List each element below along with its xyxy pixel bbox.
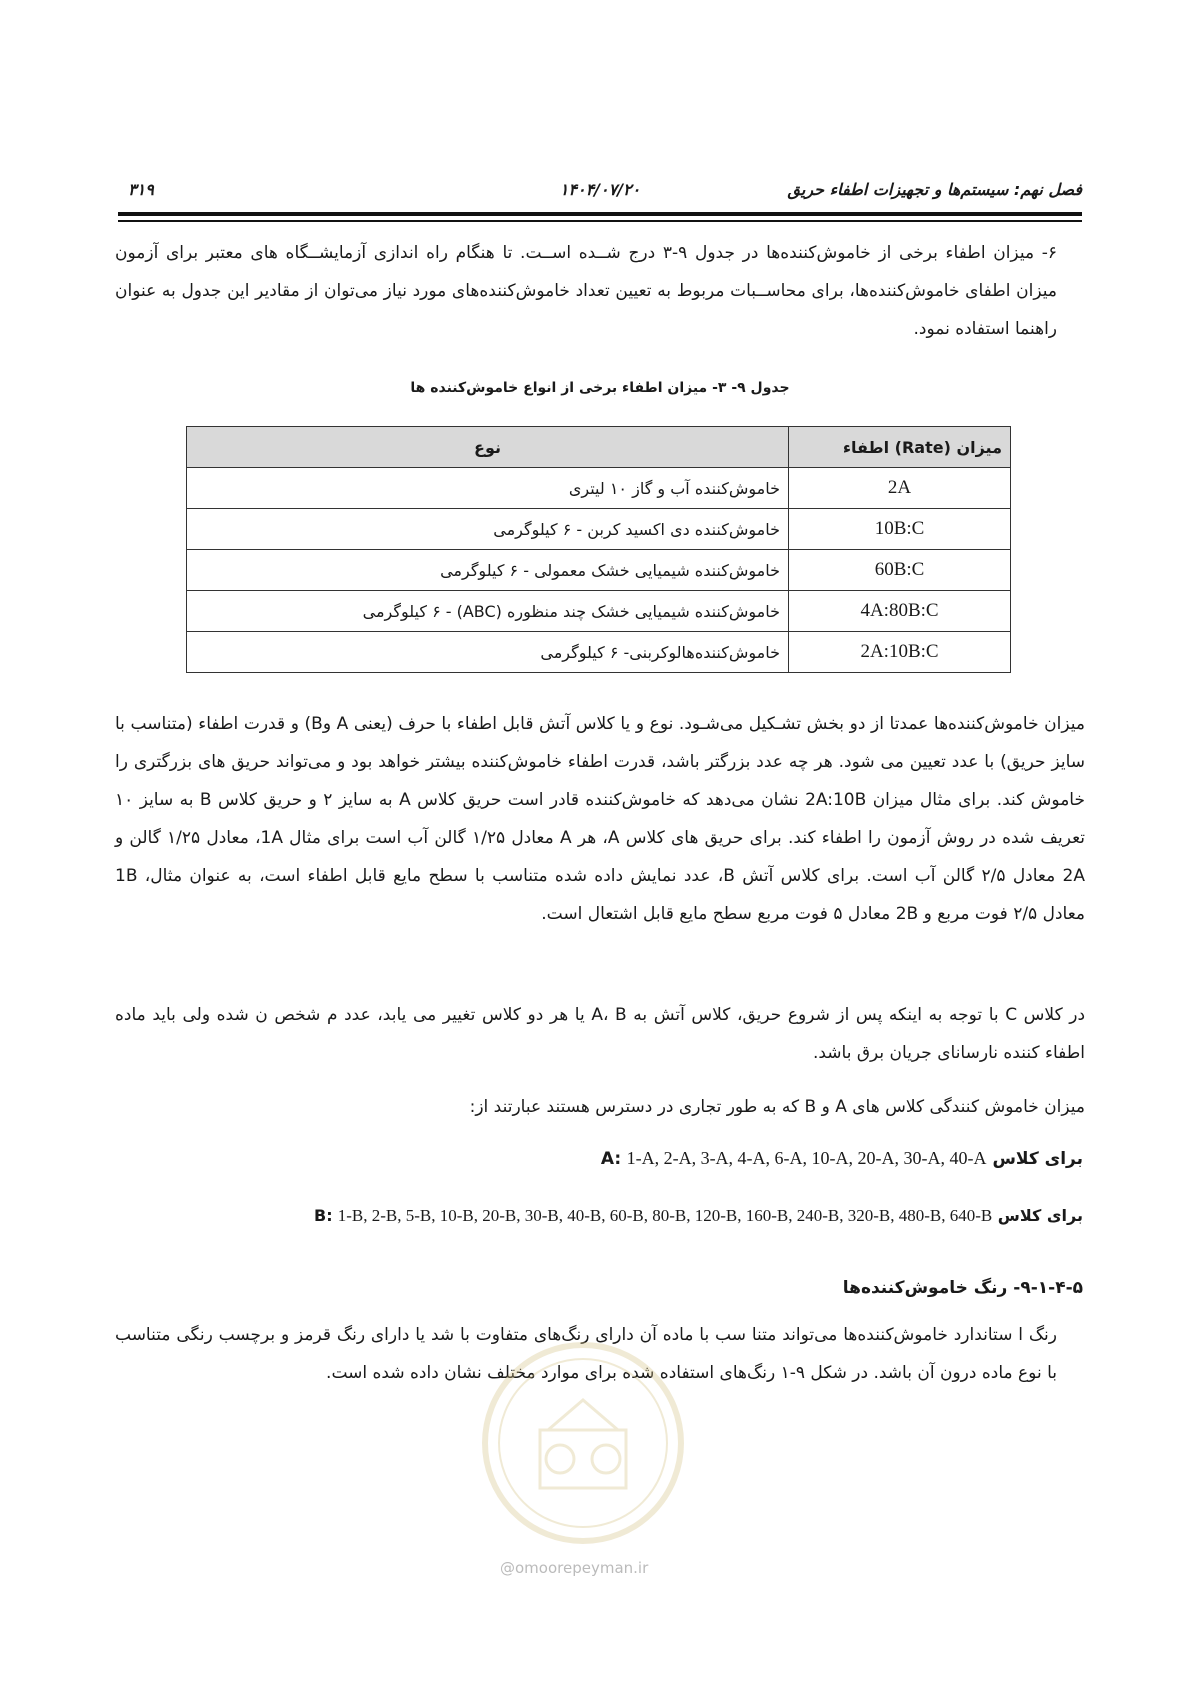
header-rule-thick xyxy=(118,212,1082,216)
available-ratings-paragraph: میزان خاموش کنندگی کلاس های A و B که به طور تجاری در دسترس هستند عبارتند از: xyxy=(469,1097,1085,1117)
class-b-line xyxy=(314,1206,1083,1226)
table-row xyxy=(187,509,1011,550)
type-cell: خاموش‌کننده آب و گاز ۱۰ لیتری xyxy=(187,468,789,509)
rate-cell: 2A xyxy=(789,468,1011,509)
section-title: ۹-۱-۴-۵- رنگ خاموش‌کننده‌ها xyxy=(842,1278,1083,1298)
header-type: نوع xyxy=(187,427,789,468)
page-header xyxy=(118,176,1082,206)
type-cell: خاموش‌کننده شیمیایی خشک معمولی - ۶ کیلوگرمی xyxy=(187,550,789,591)
watermark-text: @omoorepeyman.ir xyxy=(500,1559,649,1577)
class-a-label: برای کلاس A: xyxy=(600,1149,1083,1169)
intro-paragraph: ۶- میزان اطفاء برخی از خاموش‌کننده‌ها در جدول ۹-۳ درج شــده اســت. تا هنگام راه اندازی آزمایشــگاه های معتبر برای آزمون میزان اطفای خاموش‌کننده‌ها، برای محاســبات مربوط به تعیین تعداد خاموش‌کننده‌های مورد نیاز می‌توان از مقادیر این جدول به عنوان راهنما استفاده نمود. xyxy=(115,243,1057,339)
section-body: رنگ ا ستاندارد خاموش‌کننده‌ها می‌تواند متنا سب با ماده آن دارای رنگ‌های متفاوت با شد یا دارای رنگ قرمز و برچسب رنگی متناسب با نوع ماده درون آن باشد. در شکل ۹-۱ رنگ‌های استفاده شده برای موارد مختلف نشان داده شده است. xyxy=(115,1325,1057,1383)
chapter-title: فصل نهم: سیستم‌ها و تجهیزات اطفاء حریق xyxy=(787,180,1082,199)
rate-cell: 10B:C xyxy=(789,509,1011,550)
rate-cell: 2A:10B:C xyxy=(789,632,1011,673)
rate-cell: 4A:80B:C xyxy=(789,591,1011,632)
table-row xyxy=(187,632,1011,673)
header-date: ۱۴۰۴/۰۷/۲۰ xyxy=(559,180,641,199)
type-cell: خاموش‌کننده‌هالوکربنی- ۶ کیلوگرمی xyxy=(187,632,789,673)
table-row xyxy=(187,468,1011,509)
header-rate: میزان (Rate) اطفاء xyxy=(789,427,1011,468)
class-b-label: برای کلاس B: xyxy=(314,1206,1083,1225)
table-row xyxy=(187,550,1011,591)
class-b-values: 1-B, 2-B, 5-B, 10-B, 20-B, 30-B, 40-B, 60-B, 80-B, 120-B, 160-B, 240-B, 320-B, 480-B, 640-B xyxy=(337,1206,993,1225)
class-a-line xyxy=(601,1148,1083,1169)
header-rule-thin xyxy=(118,220,1082,222)
rate-cell: 60B:C xyxy=(789,550,1011,591)
seal-watermark-icon xyxy=(478,1338,688,1548)
table-caption: جدول ۹- ۳- میزان اطفاء برخی از انواع خاموش‌کننده ها xyxy=(410,380,790,396)
class-c-paragraph: در کلاس C با توجه به اینکه پس از شروع حریق، کلاس آتش به A، B یا هر دو کلاس تغییر می یابد، عدد م شخص ن شده ولی باید ماده اطفاء کننده نارسانای جریان برق باشد. xyxy=(115,1005,1086,1063)
type-cell: خاموش‌کننده دی اکسید کربن - ۶ کیلوگرمی xyxy=(187,509,789,550)
table-header-row xyxy=(187,427,1011,468)
rates-table xyxy=(186,426,1011,673)
type-cell: خاموش‌کننده شیمیایی خشک چند منظوره (ABC) - ۶ کیلوگرمی xyxy=(187,591,789,632)
class-a-values: 1-A, 2-A, 3-A, 4-A, 6-A, 10-A, 20-A, 30-A, 40-A xyxy=(626,1148,987,1168)
page-number: ۳۱۹ xyxy=(128,180,154,199)
table-row xyxy=(187,591,1011,632)
rating-explanation-paragraph: میزان خاموش‌کننده‌ها عمدتا از دو بخش تشـکیل می‌شـود. نوع و یا کلاس آتش قابل اطفاء با حرف (یعنی A وB) و قدرت اطفاء (متناسب با سایز حریق) با عدد تعیین می شود. هر چه عدد بزرگتر باشد، قدرت اطفاء خاموش‌کننده بیشتر خواهد بود و می‌تواند حریق های بزرگتری را خاموش کند. برای مثال میزان 2A:10B نشان می‌دهد که خاموش‌کننده قادر است حریق کلاس A به سایز ۲ و حریق کلاس B به سایز ۱۰ تعریف شده در روش آزمون را اطفاء کند. برای حریق های کلاس A، هر A معادل ۱/۲۵ گالن آب است برای مثال 1A، معادل ۱/۲۵ گالن و 2A معادل ۲/۵ گالن آب است. برای کلاس آتش B، عدد نمایش داده شده متناسب با سطح مایع قابل اطفاء است، به عنوان مثال، 1B معادل ۲/۵ فوت مربع و 2B معادل ۵ فوت مربع سطح مایع قابل اشتعال است. xyxy=(115,714,1086,924)
